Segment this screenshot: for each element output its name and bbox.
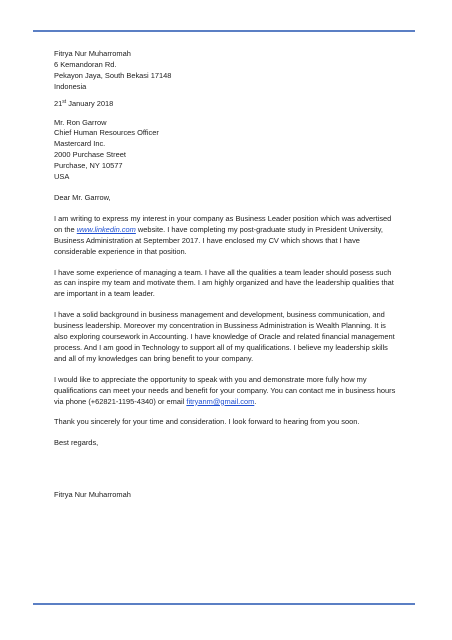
- top-rule: [33, 30, 415, 32]
- paragraph-intro: [54, 214, 398, 258]
- cover-letter: [54, 49, 398, 501]
- para1-text-start: I am writing to express my interest in your company as Business Leader position which was advertised on the: [54, 213, 392, 234]
- recipient-company: Mastercard Inc.: [54, 139, 106, 149]
- sender-address: [54, 49, 398, 93]
- recipient-country: USA: [54, 172, 70, 182]
- date-day: 21: [54, 98, 63, 108]
- sender-name: Fitrya Nur Muharromah: [54, 49, 131, 58]
- linkedin-link[interactable]: www.linkedin.com: [76, 224, 136, 234]
- recipient-address: [54, 118, 398, 183]
- para4-text-start: I would like to appreciate the opportunity to speak with you and demonstrate more fully how my qualifications can meet your needs and benefit for your company. You can contact me in business hours via phone (+62821-1195-4340) or email: [54, 374, 396, 406]
- sender-country: Indonesia: [54, 81, 87, 91]
- recipient-title: Chief Human Resources Officer: [54, 128, 159, 138]
- paragraph-background: I have a solid background in business management and development, business communication, and business leadership. Moreover my concentration in Bussiness Administration is Wealth Planning. It is also exploring coursework in Accounting. I have knowledge of Oracle and related financial management process. And I am good in Technology to support all of my qualifications. I believe my leadership skills and all of my knowledges can bring benefit to your company.: [54, 310, 395, 363]
- date-rest: January 2018: [66, 98, 114, 108]
- signature-name: Fitrya Nur Muharromah: [54, 490, 131, 500]
- para1-text-end: website. I have completing my post-graduate study in President University, Business Administration at September 2017. I have enclosed my CV which shows that I have considerable experience in that position.: [54, 224, 383, 256]
- sender-street: 6 Kemandoran Rd.: [54, 59, 117, 69]
- recipient-street: 2000 Purchase Street: [54, 150, 126, 160]
- email-link[interactable]: fitryanm@gmail.com: [186, 396, 255, 406]
- para4-text-end: .: [254, 396, 257, 406]
- recipient-name: Mr. Ron Garrow: [54, 117, 107, 127]
- sender-city: Pekayon Jaya, South Bekasi 17148: [54, 70, 172, 80]
- paragraph-thanks: Thank you sincerely for your time and consideration. I look forward to hearing from you soon.: [54, 417, 360, 427]
- date-suffix: st: [62, 98, 67, 105]
- closing: Best regards,: [54, 438, 99, 448]
- bottom-rule: [33, 603, 415, 605]
- letter-date: [54, 99, 398, 110]
- recipient-city: Purchase, NY 10577: [54, 161, 123, 171]
- salutation: Dear Mr. Garrow,: [54, 192, 111, 202]
- paragraph-experience: I have some experience of managing a team. I have all the qualities a team leader should posess such as can inspire my team and motivate them. I am highly organized and have the leadership qualities that are important in a team leader.: [54, 267, 394, 299]
- paragraph-contact: [54, 375, 398, 408]
